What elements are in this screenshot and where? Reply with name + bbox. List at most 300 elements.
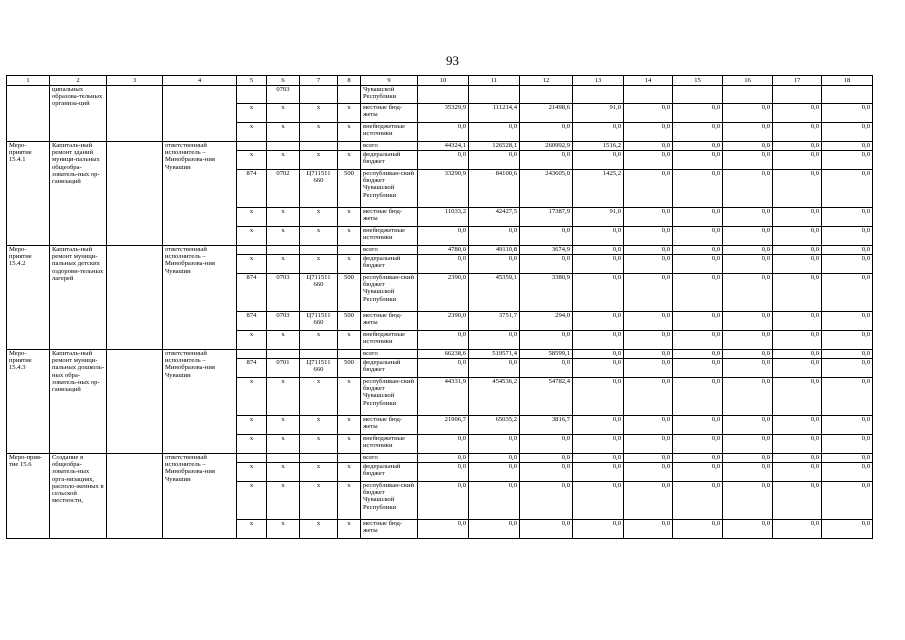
- target-article-code: [300, 454, 338, 463]
- measure-code: Меро-приятие 15.4.1: [7, 142, 50, 246]
- target-article-code: Ц711511 660: [300, 312, 338, 331]
- target-article-code: x: [300, 331, 338, 350]
- year-value: 0,0: [573, 274, 624, 312]
- section-code: [267, 454, 300, 463]
- year-value: 0,0: [520, 435, 573, 454]
- table-row: [7, 454, 873, 463]
- year-value: 0,0: [573, 520, 624, 539]
- year-value: 519571,4: [469, 350, 520, 359]
- column-number: 3: [107, 76, 163, 86]
- year-value: 0,0: [624, 227, 673, 246]
- year-value: 0,0: [624, 520, 673, 539]
- target-article-code: x: [300, 208, 338, 227]
- target-article-code: x: [300, 104, 338, 123]
- year-value: 0,0: [773, 208, 822, 227]
- section-code: x: [267, 520, 300, 539]
- measure-name: Создание в общеобра-зователь-ных орга-низациях, располо-женных в сельской местности,: [50, 454, 107, 539]
- year-value: 0,0: [673, 104, 723, 123]
- year-value: 0,0: [418, 482, 469, 520]
- funding-source: республикан-ский бюджет Чувашской Республики: [361, 274, 418, 312]
- year-value: 0,0: [773, 359, 822, 378]
- funding-source: местные бюд-жеты: [361, 104, 418, 123]
- year-value: 454536,2: [469, 378, 520, 416]
- section-code: [267, 350, 300, 359]
- funding-source: федеральный бюджет: [361, 255, 418, 274]
- section-code: x: [267, 255, 300, 274]
- year-value: 0,0: [673, 331, 723, 350]
- year-value: 0,0: [624, 123, 673, 142]
- year-value: 58599,1: [520, 350, 573, 359]
- year-value: 0,0: [624, 142, 673, 151]
- year-value: 0,0: [624, 359, 673, 378]
- grbs-code: x: [237, 123, 267, 142]
- grbs-code: [237, 350, 267, 359]
- grbs-code: x: [237, 520, 267, 539]
- year-value: 0,0: [624, 416, 673, 435]
- expense-type-code: x: [338, 208, 361, 227]
- year-value: 0,0: [822, 170, 873, 208]
- year-value: 42427,5: [469, 208, 520, 227]
- year-value: 0,0: [418, 520, 469, 539]
- section-code: 0703: [267, 312, 300, 331]
- year-value: 0,0: [624, 104, 673, 123]
- year-value: 0,0: [723, 416, 773, 435]
- measure-code: Меро-прия-тие 15.6: [7, 454, 50, 539]
- grbs-code: x: [237, 104, 267, 123]
- year-value: 0,0: [520, 454, 573, 463]
- grbs-code: x: [237, 331, 267, 350]
- year-value: 0,0: [723, 331, 773, 350]
- year-value: 0,0: [723, 246, 773, 255]
- measure-name: Капиталь-ный ремонт муници-пальных детских оздорови-тельных лагерей: [50, 246, 107, 350]
- funding-source: федеральный бюджет: [361, 151, 418, 170]
- year-value: 0,0: [624, 482, 673, 520]
- expense-type-code: x: [338, 435, 361, 454]
- year-value: 0,0: [673, 454, 723, 463]
- year-value: 0,0: [624, 454, 673, 463]
- year-value: 49110,8: [469, 246, 520, 255]
- year-value: 0,0: [673, 246, 723, 255]
- section-code: x: [267, 416, 300, 435]
- year-value: 0,0: [822, 208, 873, 227]
- expense-type-code: x: [338, 227, 361, 246]
- section-code: [267, 142, 300, 151]
- column-number: 1: [7, 76, 50, 86]
- budget-table: [6, 75, 873, 539]
- year-value: 294,0: [520, 312, 573, 331]
- year-value: 0,0: [773, 482, 822, 520]
- section-code: 0703: [267, 274, 300, 312]
- year-value: 0,0: [624, 274, 673, 312]
- year-value: 0,0: [624, 255, 673, 274]
- year-value: 0,0: [624, 170, 673, 208]
- year-value: [673, 86, 723, 104]
- year-value: 0,0: [673, 255, 723, 274]
- year-value: 0,0: [673, 416, 723, 435]
- measure-name: Капиталь-ный ремонт зданий муници-пальных общеобра-зователь-ных ор-ганизаций: [50, 142, 107, 246]
- year-value: 0,0: [469, 151, 520, 170]
- year-value: 0,0: [624, 435, 673, 454]
- year-value: 0,0: [573, 246, 624, 255]
- year-value: 0,0: [822, 142, 873, 151]
- year-value: 0,0: [822, 454, 873, 463]
- funding-source: всего: [361, 246, 418, 255]
- year-value: 0,0: [773, 435, 822, 454]
- funding-source: республикан-ский бюджет Чувашской Республики: [361, 378, 418, 416]
- year-value: 0,0: [822, 520, 873, 539]
- target-article-code: x: [300, 482, 338, 520]
- year-value: 0,0: [418, 123, 469, 142]
- year-value: 0,0: [673, 359, 723, 378]
- year-value: 0,0: [418, 331, 469, 350]
- year-value: 0,0: [822, 482, 873, 520]
- year-value: 0,0: [673, 350, 723, 359]
- year-value: 0,0: [773, 520, 822, 539]
- year-value: 0,0: [469, 463, 520, 482]
- year-value: 0,0: [773, 123, 822, 142]
- year-value: 243605,0: [520, 170, 573, 208]
- year-value: 0,0: [573, 331, 624, 350]
- column-number-row: [7, 76, 873, 86]
- column-number: 5: [237, 76, 267, 86]
- year-value: 0,0: [418, 151, 469, 170]
- year-value: 0,0: [723, 142, 773, 151]
- year-value: 0,0: [520, 255, 573, 274]
- year-value: 0,0: [520, 520, 573, 539]
- year-value: 0,0: [723, 520, 773, 539]
- funding-source: республикан-ский бюджет Чувашской Республики: [361, 482, 418, 520]
- year-value: 0,0: [773, 331, 822, 350]
- year-value: 0,0: [822, 246, 873, 255]
- grbs-code: x: [237, 482, 267, 520]
- column-number: 10: [418, 76, 469, 86]
- grbs-code: x: [237, 416, 267, 435]
- expense-type-code: [338, 142, 361, 151]
- year-value: 0,0: [624, 151, 673, 170]
- year-value: 0,0: [520, 151, 573, 170]
- expense-type-code: [338, 454, 361, 463]
- year-value: 0,0: [723, 378, 773, 416]
- year-value: 0,0: [469, 359, 520, 378]
- year-value: 0,0: [469, 331, 520, 350]
- year-value: 0,0: [723, 463, 773, 482]
- funding-source: внебюджетные источники: [361, 123, 418, 142]
- column-number: 7: [300, 76, 338, 86]
- year-value: 0,0: [573, 151, 624, 170]
- year-value: 0,0: [773, 255, 822, 274]
- target-article-code: [300, 350, 338, 359]
- year-value: 0,0: [773, 274, 822, 312]
- year-value: 0,0: [573, 378, 624, 416]
- year-value: 0,0: [673, 482, 723, 520]
- section-code: 0701: [267, 359, 300, 378]
- grbs-code: x: [237, 208, 267, 227]
- expense-type-code: x: [338, 520, 361, 539]
- column-number: 16: [723, 76, 773, 86]
- year-value: 17387,9: [520, 208, 573, 227]
- year-value: 4780,0: [418, 246, 469, 255]
- expense-type-code: 500: [338, 170, 361, 208]
- year-value: 0,0: [573, 350, 624, 359]
- year-value: 0,0: [418, 359, 469, 378]
- section-code: x: [267, 331, 300, 350]
- year-value: 0,0: [673, 520, 723, 539]
- year-value: 45359,1: [469, 274, 520, 312]
- target-article-code: x: [300, 255, 338, 274]
- section-code: x: [267, 151, 300, 170]
- year-value: 2390,0: [418, 312, 469, 331]
- expense-type-code: [338, 246, 361, 255]
- column-number: 9: [361, 76, 418, 86]
- year-value: [469, 86, 520, 104]
- executor: [163, 86, 237, 142]
- year-value: 0,0: [822, 227, 873, 246]
- year-value: 3816,7: [520, 416, 573, 435]
- year-value: 66238,6: [418, 350, 469, 359]
- expense-type-code: x: [338, 482, 361, 520]
- empty-cell: [107, 454, 163, 539]
- year-value: 44331,9: [418, 378, 469, 416]
- year-value: [520, 86, 573, 104]
- year-value: 0,0: [673, 123, 723, 142]
- year-value: 0,0: [822, 359, 873, 378]
- funding-source: внебюджетные источники: [361, 435, 418, 454]
- year-value: 0,0: [469, 520, 520, 539]
- section-code: x: [267, 463, 300, 482]
- executor: ответственный исполнитель – Минобразова-ния Чувашии: [163, 454, 237, 539]
- year-value: 0,0: [520, 331, 573, 350]
- column-number: 18: [822, 76, 873, 86]
- grbs-code: [237, 246, 267, 255]
- grbs-code: 874: [237, 274, 267, 312]
- target-article-code: Ц711511 660: [300, 274, 338, 312]
- year-value: 0,0: [723, 312, 773, 331]
- empty-cell: [107, 86, 163, 142]
- year-value: 0,0: [723, 274, 773, 312]
- grbs-code: x: [237, 255, 267, 274]
- year-value: 0,0: [822, 435, 873, 454]
- year-value: 0,0: [723, 151, 773, 170]
- grbs-code: x: [237, 463, 267, 482]
- funding-source: местные бюд-жеты: [361, 416, 418, 435]
- year-value: 0,0: [673, 435, 723, 454]
- expense-type-code: x: [338, 378, 361, 416]
- expense-type-code: x: [338, 151, 361, 170]
- target-article-code: x: [300, 520, 338, 539]
- expense-type-code: 500: [338, 312, 361, 331]
- grbs-code: [237, 86, 267, 104]
- expense-type-code: x: [338, 104, 361, 123]
- year-value: 21906,7: [418, 416, 469, 435]
- year-value: 0,0: [418, 255, 469, 274]
- year-value: 0,0: [673, 463, 723, 482]
- funding-source: внебюджетные источники: [361, 331, 418, 350]
- year-value: [822, 86, 873, 104]
- grbs-code: 874: [237, 359, 267, 378]
- funding-source: федеральный бюджет: [361, 463, 418, 482]
- year-value: 0,0: [822, 463, 873, 482]
- year-value: 0,0: [673, 208, 723, 227]
- funding-source: местные бюд-жеты: [361, 208, 418, 227]
- expense-type-code: [338, 350, 361, 359]
- target-article-code: x: [300, 378, 338, 416]
- year-value: 0,0: [723, 123, 773, 142]
- year-value: 35329,9: [418, 104, 469, 123]
- executor: ответственный исполнитель – Минобразова-ния Чувашии: [163, 246, 237, 350]
- year-value: 0,0: [723, 170, 773, 208]
- year-value: 0,0: [773, 312, 822, 331]
- target-article-code: Ц711511 660: [300, 170, 338, 208]
- target-article-code: x: [300, 227, 338, 246]
- year-value: 0,0: [573, 255, 624, 274]
- section-code: x: [267, 378, 300, 416]
- year-value: 0,0: [573, 416, 624, 435]
- funding-source: всего: [361, 142, 418, 151]
- year-value: [723, 86, 773, 104]
- target-article-code: x: [300, 123, 338, 142]
- year-value: 3674,9: [520, 246, 573, 255]
- year-value: 0,0: [624, 378, 673, 416]
- year-value: 0,0: [723, 208, 773, 227]
- grbs-code: x: [237, 435, 267, 454]
- expense-type-code: x: [338, 255, 361, 274]
- year-value: 0,0: [520, 227, 573, 246]
- year-value: 0,0: [624, 463, 673, 482]
- year-value: 0,0: [723, 104, 773, 123]
- funding-source: внебюджетные источники: [361, 227, 418, 246]
- year-value: 91,0: [573, 208, 624, 227]
- grbs-code: x: [237, 227, 267, 246]
- expense-type-code: x: [338, 416, 361, 435]
- measure-name: ципальных образова-тельных организа-ций: [50, 86, 107, 142]
- table-row: [7, 350, 873, 359]
- year-value: 0,0: [573, 359, 624, 378]
- measure-code: Меро-приятие 15.4.3: [7, 350, 50, 454]
- year-value: 0,0: [673, 170, 723, 208]
- year-value: 260992,9: [520, 142, 573, 151]
- year-value: 0,0: [469, 482, 520, 520]
- funding-source: федеральный бюджет: [361, 359, 418, 378]
- year-value: 0,0: [573, 454, 624, 463]
- grbs-code: [237, 454, 267, 463]
- funding-source: Чувашской Республики: [361, 86, 418, 104]
- year-value: 0,0: [822, 416, 873, 435]
- executor: ответственный исполнитель – Минобразова-ния Чувашии: [163, 350, 237, 454]
- year-value: 0,0: [418, 454, 469, 463]
- year-value: 0,0: [624, 331, 673, 350]
- funding-source: всего: [361, 454, 418, 463]
- year-value: 0,0: [822, 274, 873, 312]
- year-value: 0,0: [773, 416, 822, 435]
- year-value: 0,0: [520, 359, 573, 378]
- column-number: 8: [338, 76, 361, 86]
- year-value: 0,0: [624, 350, 673, 359]
- target-article-code: x: [300, 463, 338, 482]
- target-article-code: x: [300, 435, 338, 454]
- year-value: 0,0: [723, 482, 773, 520]
- section-code: x: [267, 227, 300, 246]
- year-value: 0,0: [773, 170, 822, 208]
- empty-cell: [107, 246, 163, 350]
- table-row: [7, 86, 873, 104]
- empty-cell: [107, 350, 163, 454]
- year-value: 0,0: [773, 246, 822, 255]
- year-value: 1425,2: [573, 170, 624, 208]
- year-value: 0,0: [624, 312, 673, 331]
- year-value: 0,0: [573, 227, 624, 246]
- year-value: 0,0: [773, 151, 822, 170]
- column-number: 2: [50, 76, 107, 86]
- year-value: 126528,1: [469, 142, 520, 151]
- year-value: 0,0: [773, 454, 822, 463]
- empty-cell: [107, 142, 163, 246]
- section-code: x: [267, 435, 300, 454]
- year-value: 0,0: [822, 104, 873, 123]
- section-code: x: [267, 123, 300, 142]
- column-number: 11: [469, 76, 520, 86]
- year-value: 54782,4: [520, 378, 573, 416]
- year-value: 0,0: [723, 227, 773, 246]
- year-value: 0,0: [520, 482, 573, 520]
- section-code: x: [267, 482, 300, 520]
- year-value: 0,0: [723, 359, 773, 378]
- year-value: 0,0: [773, 350, 822, 359]
- year-value: 0,0: [723, 255, 773, 274]
- year-value: 3751,7: [469, 312, 520, 331]
- year-value: 0,0: [418, 463, 469, 482]
- year-value: 0,0: [822, 123, 873, 142]
- page-number: 93: [446, 53, 459, 68]
- year-value: 0,0: [773, 142, 822, 151]
- year-value: 0,0: [673, 274, 723, 312]
- measure-code: Меро-приятие 15.4.2: [7, 246, 50, 350]
- target-article-code: [300, 142, 338, 151]
- year-value: 44324,1: [418, 142, 469, 151]
- year-value: 0,0: [573, 482, 624, 520]
- year-value: 0,0: [573, 312, 624, 331]
- funding-source: местные бюд-жеты: [361, 520, 418, 539]
- year-value: 0,0: [773, 463, 822, 482]
- year-value: 65035,2: [469, 416, 520, 435]
- measure-code: [7, 86, 50, 142]
- year-value: 0,0: [723, 435, 773, 454]
- column-number: 12: [520, 76, 573, 86]
- grbs-code: 874: [237, 170, 267, 208]
- column-number: 13: [573, 76, 624, 86]
- year-value: 0,0: [573, 435, 624, 454]
- year-value: 0,0: [520, 463, 573, 482]
- year-value: 11033,2: [418, 208, 469, 227]
- expense-type-code: 500: [338, 274, 361, 312]
- target-article-code: x: [300, 416, 338, 435]
- target-article-code: Ц711511 660: [300, 359, 338, 378]
- year-value: 0,0: [673, 142, 723, 151]
- year-value: 33290,9: [418, 170, 469, 208]
- year-value: 0,0: [469, 123, 520, 142]
- year-value: 0,0: [723, 454, 773, 463]
- grbs-code: 874: [237, 312, 267, 331]
- grbs-code: [237, 142, 267, 151]
- expense-type-code: 500: [338, 359, 361, 378]
- year-value: 0,0: [773, 104, 822, 123]
- target-article-code: [300, 246, 338, 255]
- section-code: 0703: [267, 86, 300, 104]
- year-value: 0,0: [822, 255, 873, 274]
- year-value: 0,0: [673, 151, 723, 170]
- year-value: [624, 86, 673, 104]
- section-code: 0702: [267, 170, 300, 208]
- column-number: 15: [673, 76, 723, 86]
